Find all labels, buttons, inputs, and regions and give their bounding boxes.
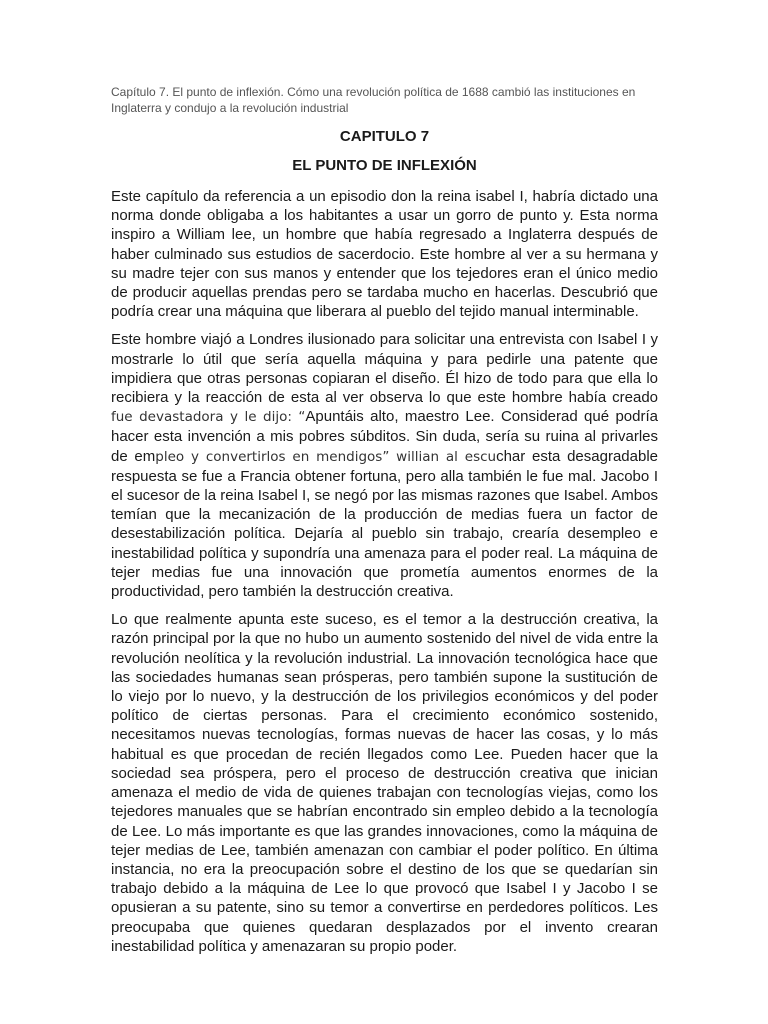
paragraph-2-quote-2: pleo y convertirlos en mendigos” willian al escu bbox=[155, 448, 497, 465]
running-header: Capítulo 7. El punto de inflexión. Cómo una revolución política de 1688 cambió las instituciones en Inglaterra y condujo a la revolución industrial bbox=[111, 85, 636, 115]
paragraph-3: Lo que realmente apunta este suceso, es el temor a la destrucción creativa, la razón principal por la que no hubo un aumento sostenido del nivel de vida entre la revolución neolítica y la revolución industrial. La innovación tecnológica hace que las sociedades humanas sean prósperas, pero también supone la sustitución de lo viejo por lo nuevo, y la destrucción de los privilegios económicos y del poder político de ciertas personas. Para el crecimiento económico sostenido, necesitamos nuevas tecnologías, formas nuevas de hacer las cosas, y lo más habitual es que procedan de recién llegados como Lee. Pueden hacer que la sociedad sea próspera, pero el proceso de destrucción creativa que inician amenaza el medio de vida de quienes trabajan con tecnologías viejas, como los tejedores manuales que se habrían encontrado sin empleo debido a la tecnología de Lee. Lo más importante es que las grandes innovaciones, como la máquina de tejer medias de Lee, también amenazan con cambiar el poder político. En última instancia, no era la preocupación sobre el destino de los que se quedarían sin trabajo debido a la máquina de Lee lo que provocó que Isabel I y Jacobo I se opusieran a su patente, sino su temor a convertirse en perdedores políticos. Les preocupaba que quienes quedaran desplazados por el invento crearan inestabilidad política y amenazaran su propio poder. bbox=[111, 611, 658, 955]
paragraph-2 bbox=[111, 330, 658, 601]
paragraph-2-text-1: Este hombre viajó a Londres ilusionado para solicitar una entrevista con Isabel I y mostrarle lo útil que sería aquella máquina y para pedirle una patente que impidiera que otras personas copiaran el diseño. Él hizo de todo para que ella lo recibiera y la reacción de esta al ver observa lo que este hombre había creado bbox=[111, 331, 658, 407]
document-page bbox=[111, 84, 658, 965]
paragraph-2-text-2: Apuntáis alto, maestro Lee. Considerad qué podría hacer esta invención a mis pobres súbditos. Sin duda, sería su ruina al privarles de em bbox=[111, 408, 658, 465]
paragraph-2-text-3: char esta desagradable respuesta se fue a Francia obtener fortuna, pero alla también le fue mal. Jacobo I el sucesor de la reina Isabel I, se negó por las mismas razones que Isabel. Ambos temían que la mecanización de la producción de medias fuera un factor de desestabilización política. Dejaría al pueblo sin trabajo, crearía desempleo e inestabilidad política y supondría una amenaza para el poder real. La máquina de tejer medias fue una innovación que prometía aumentos enormes de la productividad, pero también la destrucción creativa. bbox=[111, 447, 658, 601]
paragraph-1: Este capítulo da referencia a un episodio don la reina isabel I, habría dictado una norma donde obligaba a los habitantes a usar un gorro de punto y. Esta norma inspiro a William lee, un hombre que había regresado a Inglaterra después de haber culminado sus estudios de sacerdocio. Este hombre al ver a su hermana y su madre tejer con sus manos y entender que los tejedores eran el único medio de producir aquellas prendas pero se tardaba mucho en hacerlas. Descubrió que podría crear una máquina que liberara al pueblo del tejido manual interminable. bbox=[111, 188, 658, 321]
chapter-title: EL PUNTO DE INFLEXIÓN bbox=[292, 157, 477, 174]
chapter-number: CAPITULO 7 bbox=[339, 128, 430, 145]
paragraph-2-quote-1: fue devastadora y le dijo: “ bbox=[111, 409, 306, 426]
